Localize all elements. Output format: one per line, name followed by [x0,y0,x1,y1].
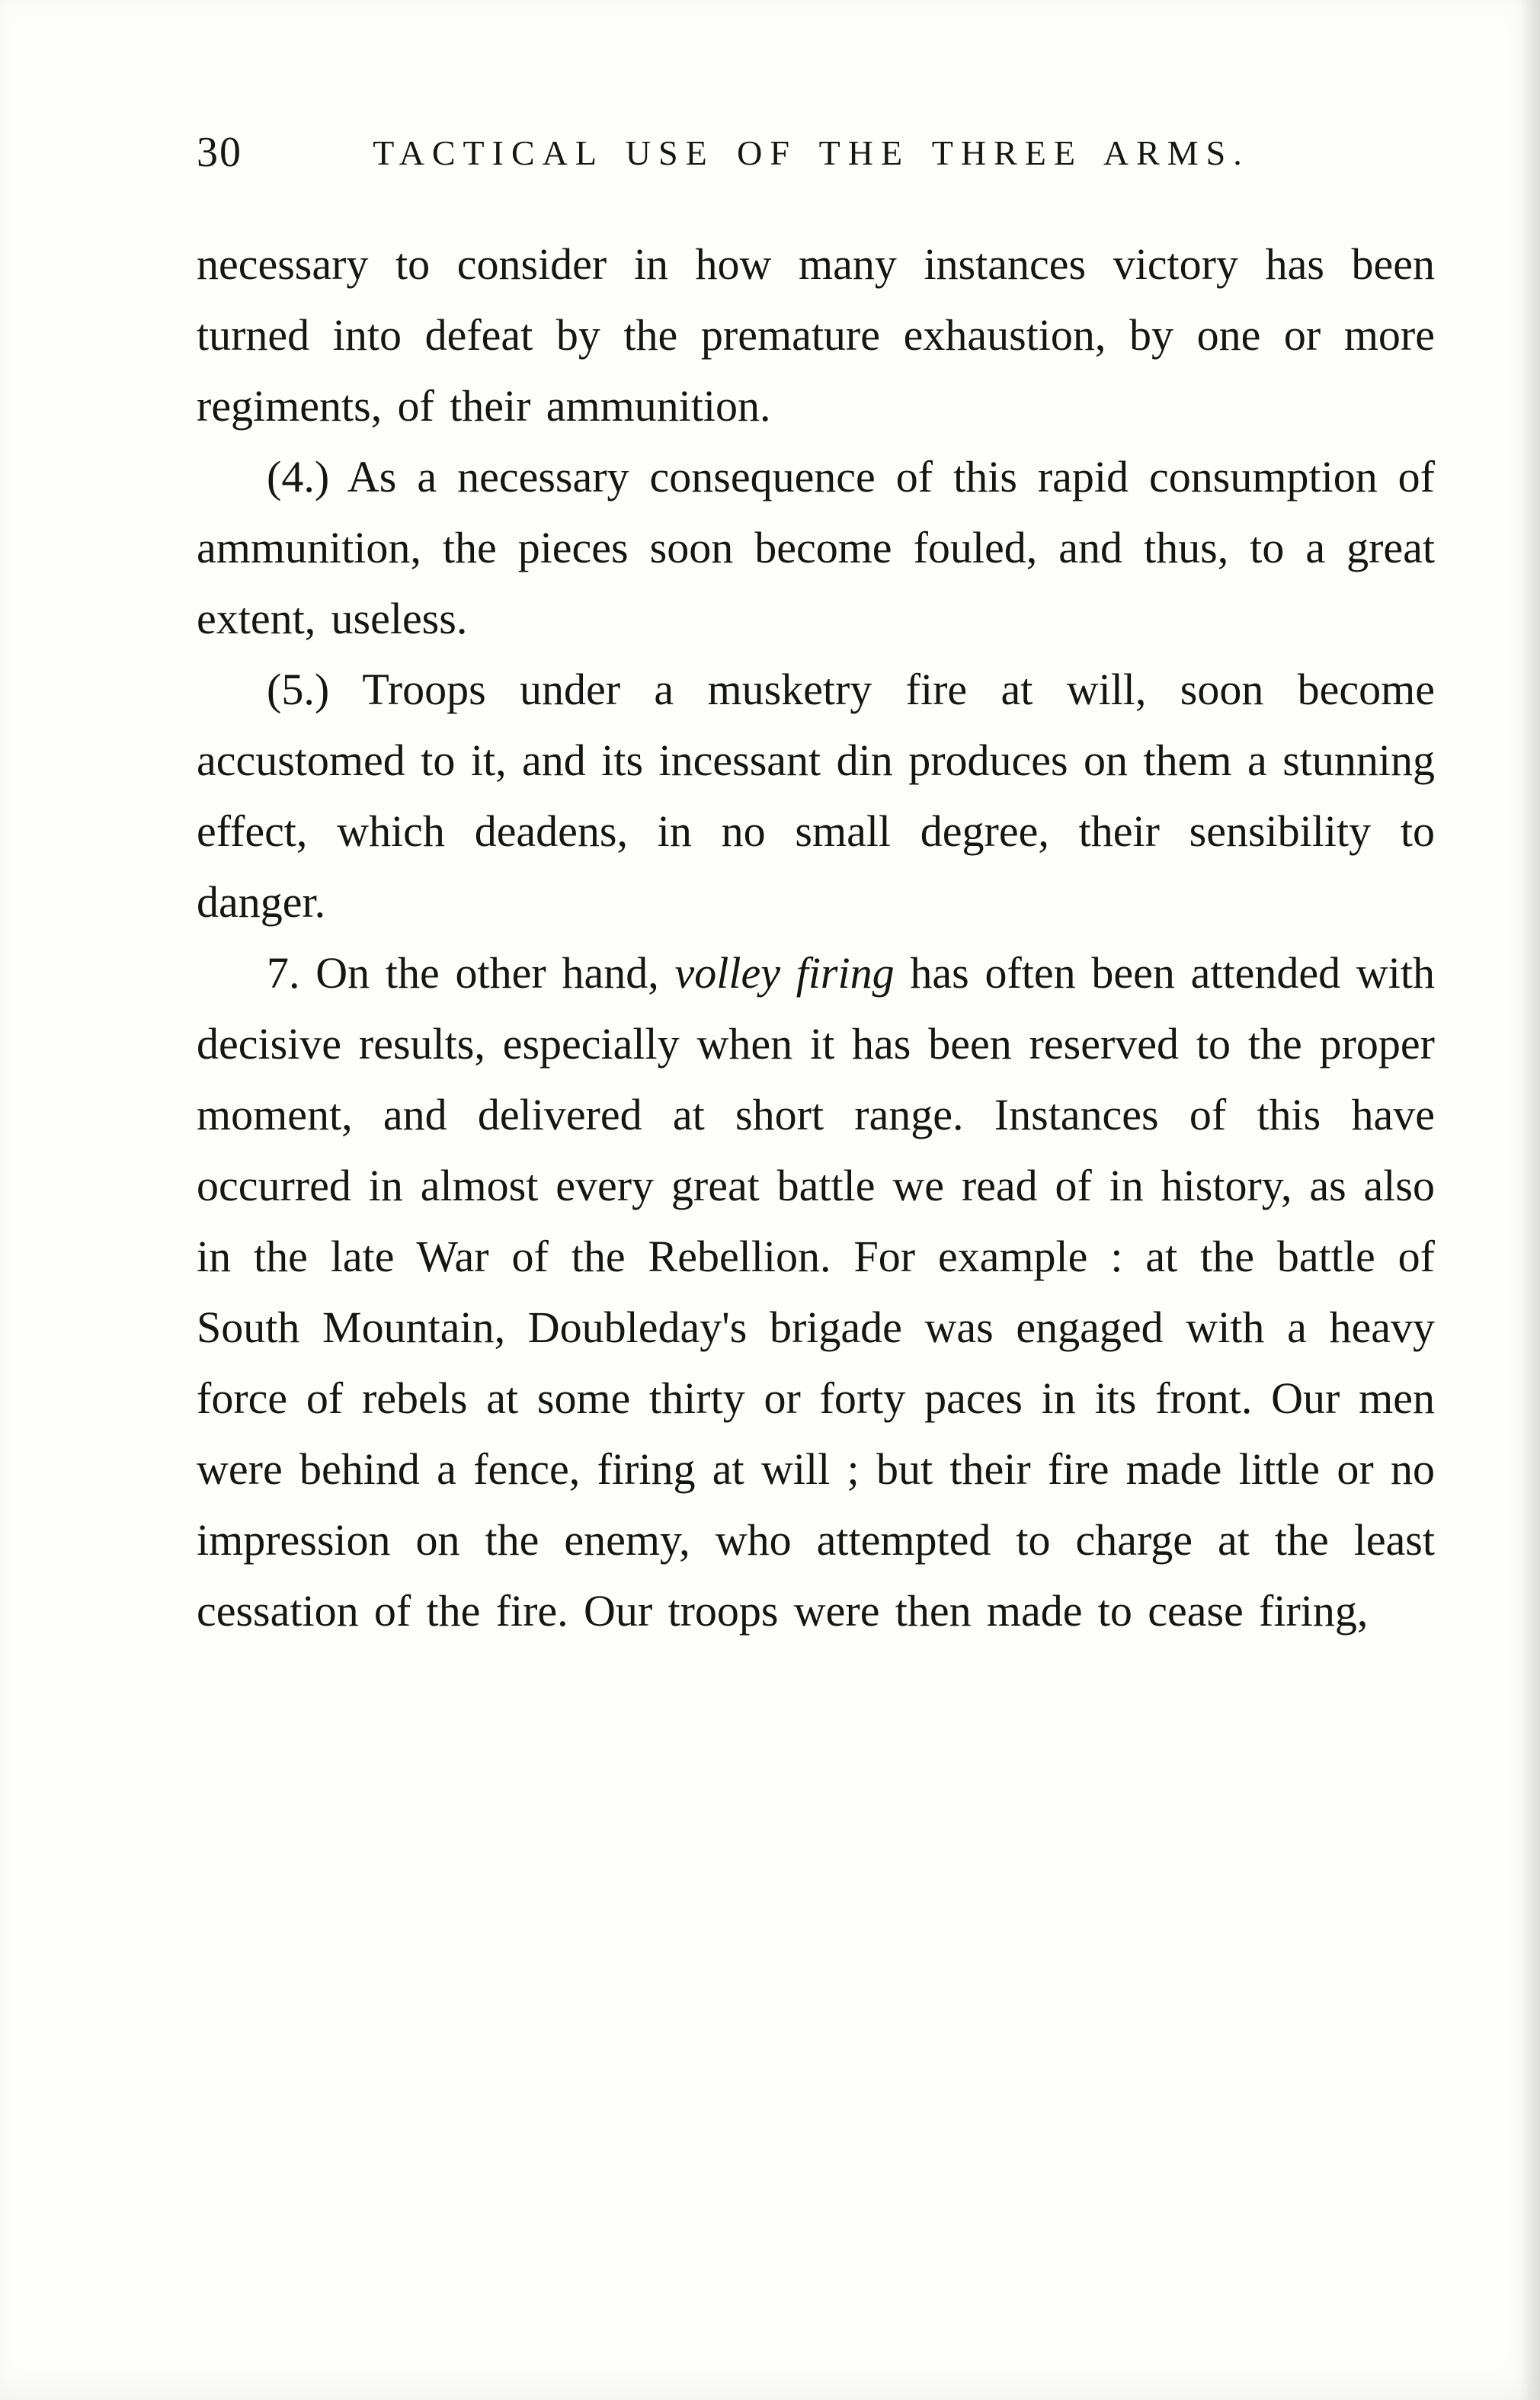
running-title: TACTICAL USE OF THE THREE ARMS. [373,133,1250,172]
page-number: 30 [197,129,242,176]
italic-phrase: volley firing [674,948,895,998]
text-segment: has often been attended with decisive results, especially when it has been reserved to the proper moment, and delivered at short range. Instances of this have occurred in almost every great battle we read of in history, as also in the late War of the Rebellion. For example : at the battle of South Mountain, Doubleday's brigade was engaged with a heavy force of rebels at some thirty or forty paces in its front. Our men were behind a fence, firing at will ; but their fire made little or no impression on the enemy, who attempted to charge at the least cessation of the fire. Our troops were then made to cease firing, [197,948,1435,1636]
text-segment: 7. On the other hand, [267,948,675,998]
paragraph-point-5: (5.) Troops under a musketry fire at will, soon become accustomed to it, and its incessant din produces on them a stunning effect, which deadens, in no small degree, their sensibility to danger. [197,665,1435,927]
paragraph-point-7 [197,937,1435,1646]
paragraph-point-4: (4.) As a necessary consequence of this rapid consumption of ammunition, the pieces soon become fouled, and thus, to a great extent, useless. [197,452,1435,643]
paragraph-continuation: necessary to consider in how many instances victory has been turned into defeat by the premature exhaustion, by one or more regiments, of their ammunition. [197,239,1435,431]
page-header [197,128,1426,181]
body-text [197,229,1435,1646]
